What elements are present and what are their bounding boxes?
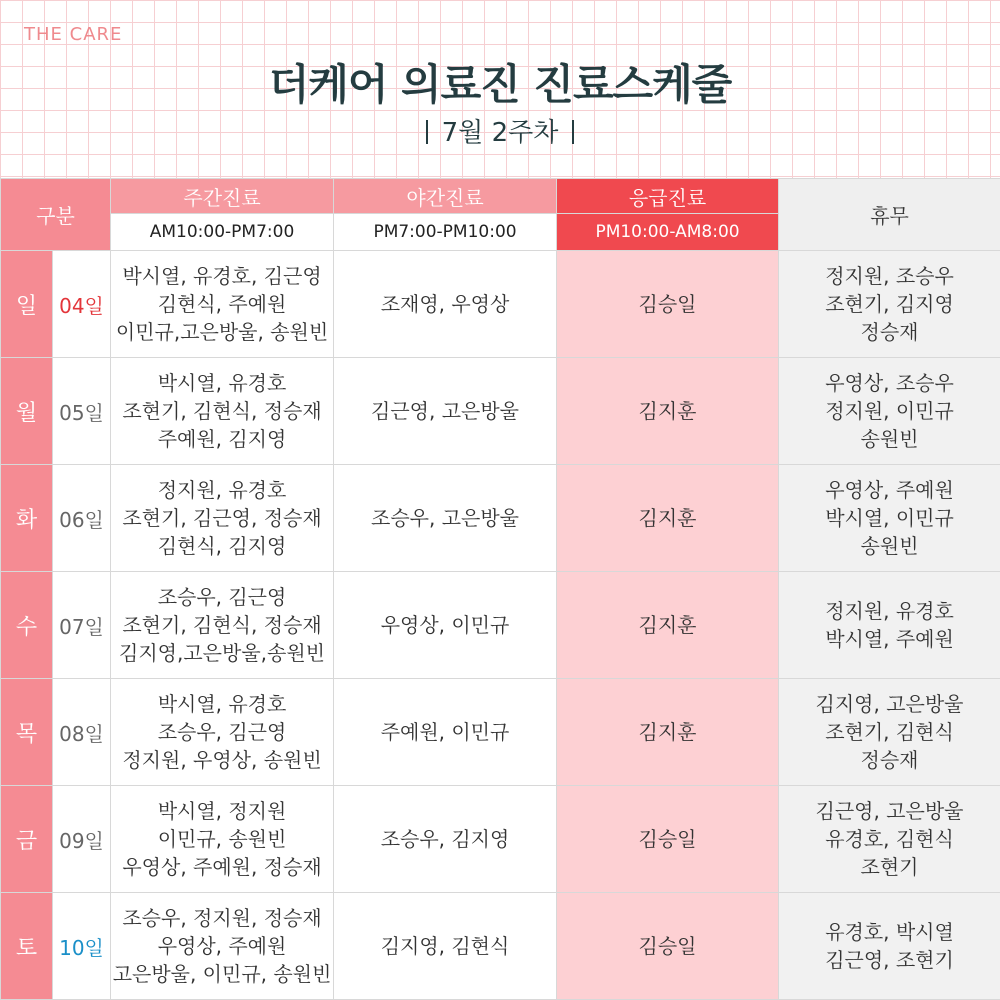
schedule-row [1,893,1000,1000]
staff-names-line: 김지영,고은방울,송원빈 [119,641,325,665]
emergency-clinic-cell [557,786,779,893]
brand-logo-text: THE CARE [24,24,123,45]
date-cell: 10일 [53,893,111,1000]
staff-names-line: 송원빈 [860,427,919,451]
off-cell [779,786,1000,893]
staff-names-line: 조현기, 김현식 [825,720,954,744]
emergency-clinic-cell [557,679,779,786]
staff-names-line: 정승재 [860,748,919,772]
off-cell [779,679,1000,786]
staff-names-line: 송원빈 [860,534,919,558]
staff-names-line: 조승우, 김근영 [157,720,287,744]
day-clinic-cell [111,679,334,786]
date-cell: 08일 [53,679,111,786]
staff-names-line: 김지영, 고은방울 [815,692,964,716]
staff-names-line: 조승우, 정지원, 정승재 [122,906,322,930]
staff-names-line: 박시열, 유경호, 김근영 [122,264,322,288]
staff-names-line: 박시열, 유경호 [157,371,287,395]
date-cell: 06일 [53,465,111,572]
night-clinic-cell [334,572,557,679]
night-clinic-time: PM7:00-PM10:00 [334,214,557,251]
staff-names-line: 정지원, 이민규 [825,399,954,423]
off-cell [779,358,1000,465]
staff-names-line: 조현기, 김지영 [825,292,954,316]
staff-names-line: 우영상, 주예원 [825,478,954,502]
night-clinic-cell [334,893,557,1000]
off-cell [779,572,1000,679]
staff-names-line: 고은방울, 이민규, 송원빈 [112,962,332,986]
header-gubun: 구분 [1,179,111,251]
off-cell [779,465,1000,572]
staff-names-line: 김지훈 [638,720,697,744]
staff-names-line: 김승일 [638,827,697,851]
header-day-clinic: 주간진료 [111,179,334,214]
off-cell [779,251,1000,358]
staff-names-line: 김근영, 조현기 [825,948,954,972]
staff-names-line: 정지원, 우영상, 송원빈 [122,748,322,772]
emergency-clinic-time: PM10:00-AM8:00 [557,214,779,251]
schedule-row [1,679,1000,786]
date-cell: 05일 [53,358,111,465]
weekday-cell: 금 [1,786,53,893]
week-subtitle [0,112,1000,149]
staff-names-line: 박시열, 주예원 [825,627,954,651]
header-night-clinic: 야간진료 [334,179,557,214]
divider-left [426,120,428,144]
weekday-cell: 목 [1,679,53,786]
staff-names-line: 유경호, 박시열 [825,920,954,944]
day-clinic-cell [111,465,334,572]
staff-names-line: 박시열, 유경호 [157,692,287,716]
header-emergency-clinic: 응급진료 [557,179,779,214]
date-cell: 04일 [53,251,111,358]
schedule-row [1,465,1000,572]
staff-names-line: 김근영, 고은방울 [371,399,519,423]
day-clinic-time: AM10:00-PM7:00 [111,214,334,251]
staff-names-line: 우영상, 주예원 [157,934,287,958]
page-title: 더케어 의료진 진료스케줄 [268,60,732,109]
divider-right [572,120,574,144]
schedule-row [1,358,1000,465]
header-off: 휴무 [779,179,1000,251]
schedule-row [1,572,1000,679]
schedule-row [1,251,1000,358]
day-clinic-cell [111,893,334,1000]
staff-names-line: 조현기, 김현식, 정승재 [122,399,322,423]
weekday-cell: 토 [1,893,53,1000]
staff-names-line: 조현기, 김근영, 정승재 [122,506,322,530]
staff-names-line: 조현기 [860,855,919,879]
emergency-clinic-cell [557,358,779,465]
weekday-cell: 일 [1,251,53,358]
staff-names-line: 조승우, 고은방울 [371,506,519,530]
emergency-clinic-cell [557,251,779,358]
day-clinic-cell [111,358,334,465]
staff-names-line: 김근영, 고은방울 [815,799,964,823]
staff-names-line: 김현식, 주예원 [157,292,287,316]
staff-names-line: 김지영, 김현식 [380,934,510,958]
staff-names-line: 이민규, 송원빈 [157,827,287,851]
staff-names-line: 조현기, 김현식, 정승재 [122,613,322,637]
staff-names-line: 김지훈 [638,399,697,423]
staff-names-line: 유경호, 김현식 [825,827,954,851]
staff-names-line: 김현식, 김지영 [157,534,287,558]
date-cell: 09일 [53,786,111,893]
date-cell: 07일 [53,572,111,679]
night-clinic-cell [334,679,557,786]
staff-names-line: 이민규,고은방울, 송원빈 [115,320,329,344]
staff-names-line: 김승일 [638,934,697,958]
staff-names-line: 박시열, 정지원 [157,799,287,823]
day-clinic-cell [111,251,334,358]
staff-names-line: 조재영, 우영상 [380,292,510,316]
weekday-cell: 월 [1,358,53,465]
staff-names-line: 박시열, 이민규 [825,506,954,530]
header [0,0,1000,178]
staff-names-line: 정지원, 유경호 [825,599,954,623]
night-clinic-cell [334,786,557,893]
day-clinic-cell [111,786,334,893]
day-clinic-cell [111,572,334,679]
schedule-table [0,178,1000,1000]
staff-names-line: 김지훈 [638,506,697,530]
staff-names-line: 조승우, 김지영 [380,827,510,851]
staff-names-line: 조승우, 김근영 [157,585,287,609]
night-clinic-cell [334,465,557,572]
staff-names-line: 김승일 [638,292,697,316]
staff-names-line: 주예원, 이민규 [380,720,510,744]
night-clinic-cell [334,251,557,358]
off-cell [779,893,1000,1000]
staff-names-line: 정승재 [860,320,919,344]
weekday-cell: 화 [1,465,53,572]
staff-names-line: 우영상, 주예원, 정승재 [122,855,322,879]
staff-names-line: 우영상, 조승우 [825,371,954,395]
week-label: 7월 2주차 [441,118,559,148]
staff-names-line: 우영상, 이민규 [380,613,510,637]
schedule-body [1,251,1000,1000]
weekday-cell: 수 [1,572,53,679]
night-clinic-cell [334,358,557,465]
emergency-clinic-cell [557,893,779,1000]
staff-names-line: 김지훈 [638,613,697,637]
staff-names-line: 정지원, 조승우 [825,264,954,288]
staff-names-line: 정지원, 유경호 [157,478,287,502]
emergency-clinic-cell [557,465,779,572]
schedule-row [1,786,1000,893]
emergency-clinic-cell [557,572,779,679]
staff-names-line: 주예원, 김지영 [157,427,287,451]
